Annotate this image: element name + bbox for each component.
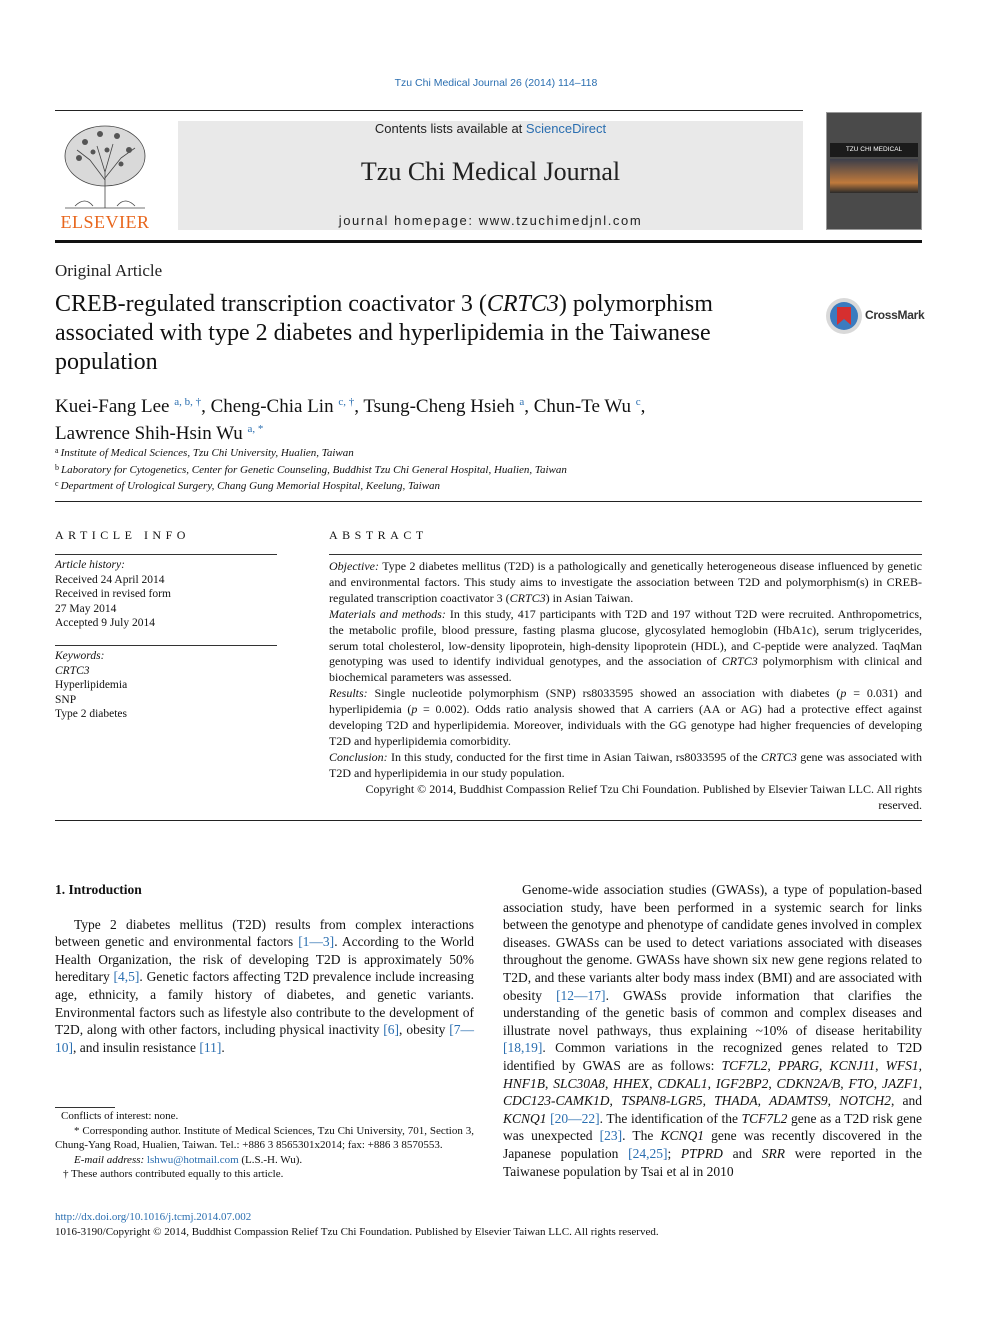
contents-line: Contents lists available at ScienceDirect <box>374 121 607 136</box>
abstract-heading: ABSTRACT <box>329 528 428 542</box>
text-run: . Genetic factors affecting T2D prevalence include increasing age, ethnicity, a family history of diabetes, and genetic variants. Environmental factors such as lifestyle also contribute to the development of T2D, along with other factors, including physical inactivity <box>55 969 475 1038</box>
author-name[interactable]: Lawrence Shih-Hsin Wu <box>55 423 243 444</box>
text-run: , <box>707 1075 716 1091</box>
citation-link[interactable]: [4,5] <box>113 969 140 985</box>
elsevier-wordmark: ELSEVIER <box>60 212 150 232</box>
cover-title: TZU CHI MEDICAL <box>830 143 918 157</box>
text-run: , <box>768 1075 777 1091</box>
journal-banner <box>178 121 803 230</box>
text-run: , obesity <box>399 1022 450 1038</box>
text-run: were reported in the Taiwanese population by Tsai et al in 2010 <box>503 1145 922 1179</box>
author-affil-sup[interactable]: c <box>635 396 641 408</box>
crossmark-badge[interactable] <box>825 297 925 335</box>
history-item: Accepted 9 July 2014 <box>55 617 155 629</box>
gene-name: HHEX <box>613 1075 650 1091</box>
citation-link[interactable]: [18,19] <box>503 1040 543 1056</box>
abstract-body <box>329 559 922 814</box>
text-run: , and <box>890 1093 923 1109</box>
author-name[interactable]: Cheng-Chia Lin <box>210 396 334 417</box>
abstract-conclusion: Conclusion: In this study, conducted for the first time in Asian Taiwan, rs8033595 of the CRTC3 gene was associated with T2D and hyperlipidemia in our study population. <box>329 749 922 780</box>
article-title: CREB-regulated transcription coactivator 3 (CRTC3) polymorphism associated with type 2 diabetes and hyperlipidemia in the Taiwanese population <box>55 291 713 375</box>
text-run: . The identification of the <box>599 1110 742 1126</box>
author-list: Kuei-Fang Lee $^{a, b, \dagger}$, Cheng-Chia Lin $^{c, \dagger}$, Tsung-Cheng Hsieh $^a$, Chun-Te Wu $^c$, Lawrence Shih-Hsin Wu $^{a, *}$ <box>55 396 646 444</box>
gene-name: KCNQ1 <box>660 1128 705 1144</box>
gene-name: TSPAN8-LGR5 <box>621 1093 703 1109</box>
text-run: , <box>702 1093 715 1109</box>
text-run: Genome-wide association studies (GWASs), a type of population-based association study, have been performed in a systemic search for links between the genotype and phenotype of candidate genes involved in complex diseases. GWASs can be used to detect variations associated with diseases throughout the genome. GWASs have shown six new gene regions related to T2D, and these variants alter body mass index (BMI) and are associated with obesity <box>503 882 922 1003</box>
text-run: Type 2 diabetes mellitus (T2D) results from complex interactions between genetic and environmental factors <box>55 916 474 950</box>
abstract-objective: Objective: Type 2 diabetes mellitus (T2D) is a pathologically and genetically heterogeneous disease influenced by genetic and environmental factors. This study aims to investigate the association between T2D and polymorphism(s) in CREB-regulated transcription coactivator 3 (CRTC3) in Asian Taiwan. <box>329 559 922 605</box>
article-history <box>55 558 277 631</box>
article-info-heading: ARTICLE INFO <box>55 528 190 542</box>
text-run: . GWASs provide information that clarifies the understanding of the genetic basis of common and complex diseases and illustrate novel pathways, thus explaining ~10% of disease heritability <box>503 987 922 1038</box>
keyword-item: Hyperlipidemia <box>55 679 128 691</box>
body-right-column <box>503 881 922 1180</box>
text-run: and <box>722 1145 762 1161</box>
text-run: gene was recently discovered in the Japanese population <box>503 1128 923 1161</box>
elsevier-logo[interactable] <box>55 120 155 232</box>
author-affil-sup[interactable]: a, * <box>247 423 264 435</box>
gene-name: NOTCH2 <box>839 1093 891 1109</box>
history-label: Article history: <box>55 559 125 571</box>
text-run: , <box>827 1093 840 1109</box>
history-item: Received 24 April 2014 <box>55 573 165 586</box>
author-name[interactable]: Chun-Te Wu <box>533 396 632 417</box>
affiliation-item: $^c$ Department of Urological Surgery, Chang Gung Memorial Hospital, Keelung, Taiwan <box>55 479 441 492</box>
footnote-email: E-mail address: lshwu@hotmail.com (L.S.-H. Wu). <box>74 1153 303 1166</box>
affiliation-item: $^a$ Institute of Medical Sciences, Tzu Chi University, Hualien, Taiwan <box>55 446 354 459</box>
affiliation-item: $^b$ Laboratory for Cytogenetics, Center for Genetic Counseling, Buddhist Tzu Chi General Hospital, Hualien, Taiwan <box>55 462 567 476</box>
gene-name: KCNJ11 <box>829 1057 876 1073</box>
citation-link[interactable]: [23] <box>599 1128 623 1144</box>
gene-name: CDC123-CAMK1D <box>503 1093 610 1109</box>
text-run: . Common variations in the recognized genes related to T2D identified by GWAS are as follows: <box>503 1040 922 1073</box>
article-type: Original Article <box>55 261 163 280</box>
text-run: . According to the World Health Organization, the risk of developing T2D is approximately 50% hereditary <box>55 934 474 985</box>
keywords-rule <box>55 645 277 646</box>
gene-name: WFS1 <box>885 1057 919 1073</box>
cover-image <box>830 159 918 193</box>
body-left-column <box>55 881 474 1056</box>
footnote-dagger: † These authors contributed equally to this article. <box>63 1168 284 1180</box>
abstract-rule <box>329 554 922 555</box>
author-affil-sup[interactable]: a <box>519 396 525 408</box>
elsevier-tree-icon <box>55 120 155 212</box>
text-run: , <box>918 1057 923 1073</box>
gene-name: PPARG <box>777 1057 819 1073</box>
text-run: , <box>604 1075 614 1091</box>
keyword-item: SNP <box>55 693 77 706</box>
intro-paragraph <box>55 916 474 1057</box>
footnotes <box>55 1109 474 1182</box>
journal-homepage[interactable]: journal homepage: www.tzuchimedjnl.com <box>338 213 643 228</box>
author-affil-sup[interactable]: c, † <box>338 396 355 408</box>
abstract-copyright: Copyright © 2014, Buddhist Compassion Relief Tzu Chi Foundation. Published by Elsevier Taiwan LLC. All rights reserved. <box>365 781 922 812</box>
section-rule <box>55 501 922 502</box>
gene-name: ADAMTS9 <box>769 1093 828 1109</box>
gene-name: CDKAL1 <box>657 1075 708 1091</box>
keyword-item: Type 2 diabetes <box>55 708 128 720</box>
header-thick-rule <box>55 240 922 243</box>
abstract-results: Results: Single nucleotide polymorphism (SNP) rs8033595 showed an association with diabetes (p = 0.031) and hyperlipidemia (p = 0.002). Odds ratio analysis showed that A carriers (AA or AG) had a protective effect against developing T2D and hyperlipidemia. Moreover, individuals with the GG genotype had higher frequencies of developing T2D and hyperlipidemia comorbidity. <box>329 686 922 748</box>
author-name[interactable]: Kuei-Fang Lee <box>55 396 170 417</box>
text-run: , <box>757 1093 770 1109</box>
issn-copyright: 1016-3190/Copyright © 2014, Buddhist Compassion Relief Tzu Chi Foundation. Published by Elsevier Taiwan LLC. All rights reserved. <box>55 1226 659 1238</box>
citation-link[interactable]: [12—17] <box>556 987 606 1003</box>
gene-name: KCNQ1 <box>503 1110 547 1126</box>
gene-name: IGF2BP2 <box>715 1075 769 1091</box>
text-run: ; <box>667 1145 681 1161</box>
crossmark-icon <box>825 297 863 335</box>
footnote-corresponding: * Corresponding author. Institute of Medical Sciences, Tzu Chi University, 701, Section 3, Chung-Yang Road, Hualien, Taiwan. Tel.: +886 3 8565301x2014; fax: +886 3 8570553. <box>55 1124 474 1151</box>
crossmark-label: CrossMark <box>865 308 925 322</box>
journal-citation[interactable]: Tzu Chi Medical Journal 26 (2014) 114–118 <box>394 77 598 89</box>
history-item: 27 May 2014 <box>55 602 117 615</box>
sciencedirect-link[interactable]: ScienceDirect <box>525 121 607 136</box>
affiliations <box>55 444 855 494</box>
gene-name: CDKN2A/B <box>776 1075 841 1091</box>
text-run: , <box>649 1075 658 1091</box>
text-run: , <box>873 1075 882 1091</box>
gene-name: JAZF1 <box>881 1075 919 1091</box>
gene-name: TCF7L2 <box>721 1057 768 1073</box>
citation-link[interactable]: [6] <box>383 1022 400 1038</box>
text-run: , and insulin resistance <box>73 1039 200 1055</box>
citation-link[interactable]: [1—3] <box>298 934 335 950</box>
footnote-conflicts: Conflicts of interest: none. <box>61 1110 179 1122</box>
history-item: Received in revised form <box>55 588 171 600</box>
citation-link[interactable]: [11] <box>199 1039 222 1055</box>
abstract-end-rule <box>55 820 922 821</box>
gene-name: SLC30A8 <box>553 1075 605 1091</box>
text-run: , <box>767 1057 778 1073</box>
article-info-rule <box>55 554 277 555</box>
citation-link[interactable]: [24,25] <box>628 1145 668 1161</box>
doi-link[interactable]: http://dx.doi.org/10.1016/j.tcmj.2014.07.002 <box>55 1211 252 1223</box>
text-run: , <box>840 1075 849 1091</box>
journal-cover-thumbnail[interactable] <box>826 112 922 230</box>
journal-title: Tzu Chi Medical Journal <box>360 157 621 186</box>
keywords-label: Keywords: <box>55 650 105 662</box>
text-run: , <box>545 1075 554 1091</box>
citation-link[interactable]: [7—10] <box>55 1022 474 1055</box>
text-run: . <box>221 1039 225 1055</box>
header-rule <box>55 110 803 111</box>
gene-name: PTPRD <box>680 1145 723 1161</box>
gene-name: FTO <box>848 1075 874 1091</box>
author-name[interactable]: Tsung-Cheng Hsieh <box>363 396 515 417</box>
text-run: , <box>918 1075 923 1091</box>
gene-name: SRR <box>761 1145 786 1161</box>
keywords <box>55 649 277 722</box>
email-link[interactable]: lshwu@hotmail.com <box>146 1153 239 1166</box>
gene-name: THADA <box>714 1093 758 1109</box>
gene-name: HNF1B <box>503 1075 545 1091</box>
text-run: , <box>875 1057 886 1073</box>
gene-name: TCF7L2 <box>741 1110 788 1126</box>
author-affil-sup[interactable]: a, b, † <box>174 396 202 408</box>
text-run: , <box>609 1093 622 1109</box>
text-run: . The <box>622 1128 661 1144</box>
section-title: 1. Introduction <box>55 882 142 897</box>
text-run: gene as a T2D risk gene was unexpected <box>503 1110 922 1144</box>
keyword-item: CRTC3 <box>55 664 90 677</box>
footnote-rule <box>55 1107 115 1108</box>
gwas-paragraph <box>503 881 922 1180</box>
text-run: , <box>818 1057 830 1073</box>
citation-link[interactable]: [20—22] <box>550 1110 600 1126</box>
abstract-methods: Materials and methods: In this study, 417 participants with T2D and 197 without T2D were recruited. Anthropometrics, the metabolic profile, blood pressure, fasting plasma glucose, glycosylated hemoglobin (HbA1c), serum triglycerides, serum total cholesterol, low-density lipoprotein, high-density lipoprotein (HDL), and C-peptide were analyzed. TaqMan genotyping was used to identify individual genotypes, and the association of CRTC3 polymorphism with clinical and biochemical parameters was assessed. <box>329 606 922 685</box>
